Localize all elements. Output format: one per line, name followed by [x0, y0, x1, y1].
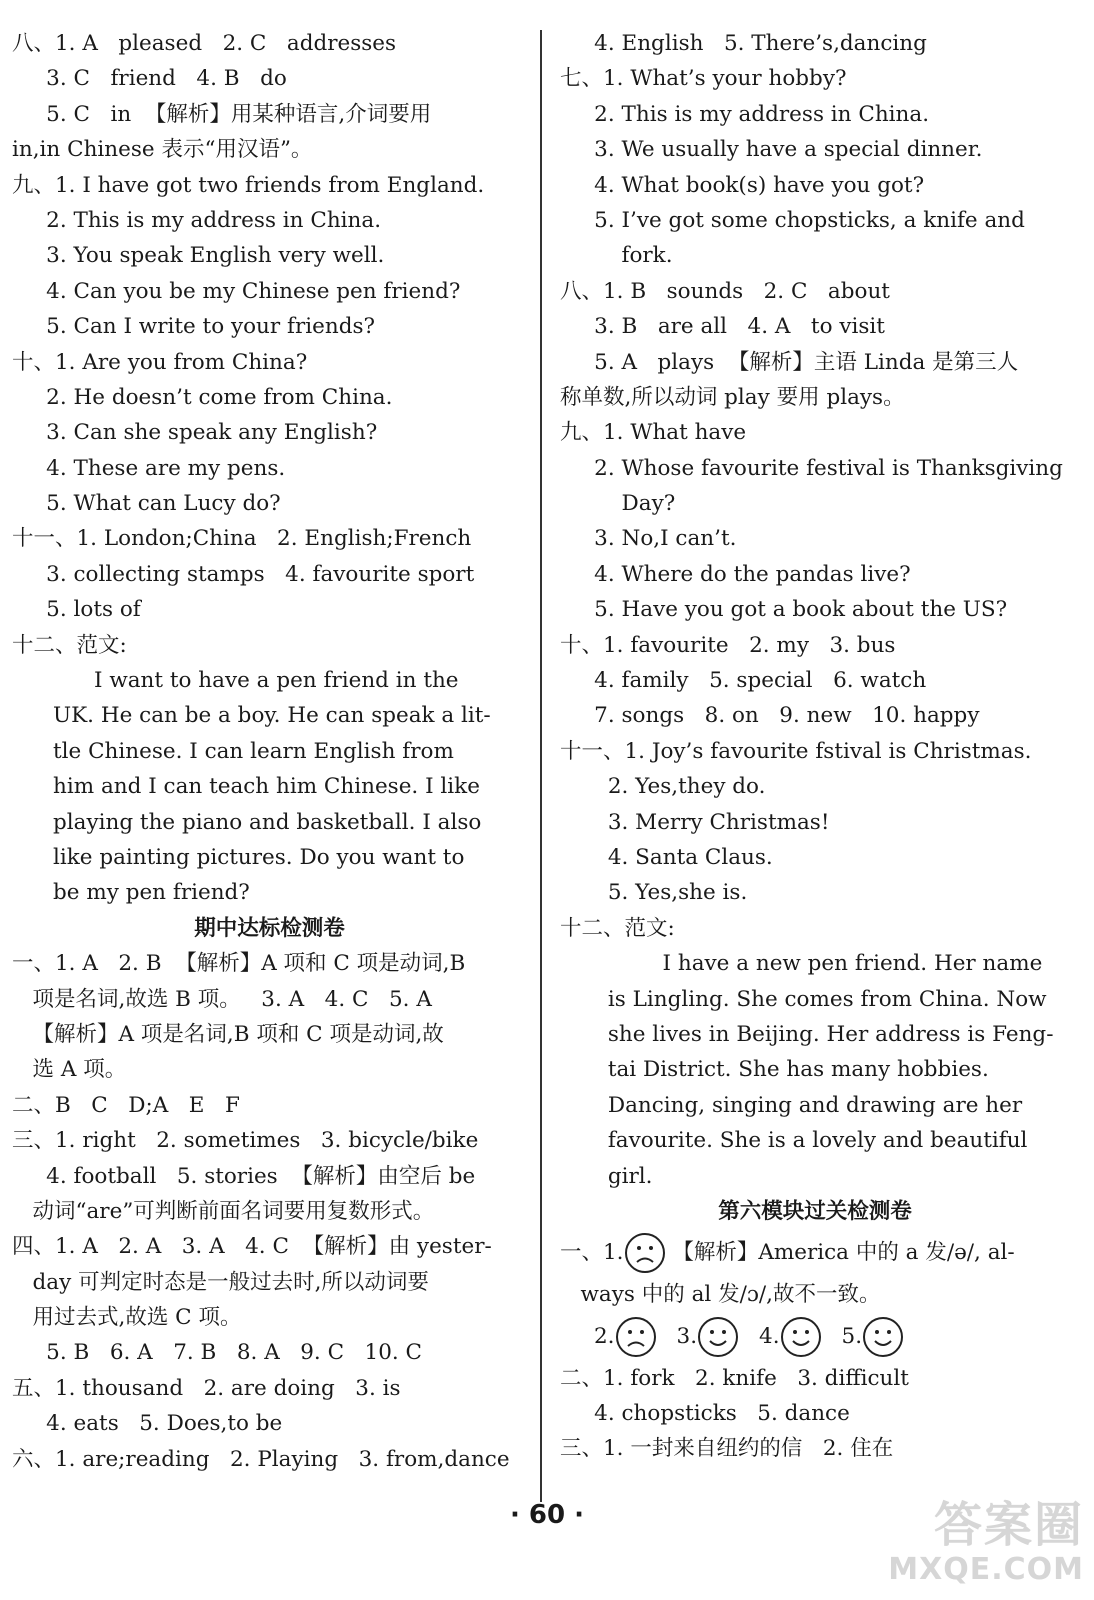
answer-line: 4. eats 5. Does,to be [12, 1411, 283, 1437]
answer-line: Dancing, singing and drawing are her [560, 1092, 1023, 1118]
answer-line: 十一、1. London;China 2. English;French [12, 526, 472, 552]
answer-line: tai District. She has many hobbies. [560, 1057, 989, 1083]
answer-line: 4. football 5. stories 【解析】由空后 be [12, 1163, 476, 1189]
answer-line: favourite. She is a lovely and beautiful [560, 1128, 1028, 1154]
answer-line: 5. What can Lucy do? [12, 491, 281, 517]
question-number: 3. [676, 1323, 698, 1349]
answer-line: be my pen friend? [12, 880, 250, 906]
answer-line: 期中达标检测卷 [194, 915, 345, 941]
answer-line: 六、1. are;reading 2. Playing 3. from,dance [12, 1446, 510, 1472]
answer-line: 十二、范文: [560, 915, 675, 941]
answer-line: 十、1. favourite 2. my 3. bus [560, 632, 896, 658]
question-number: 2. [594, 1323, 615, 1349]
answer-line: 4. Where do the pandas live? [560, 561, 911, 587]
sad-face-icon [615, 1316, 657, 1358]
answer-line: 第六模块过关检测卷 [718, 1198, 912, 1224]
answer-line: 2. He doesn’t come from China. [12, 384, 393, 410]
column-divider [540, 30, 542, 1502]
answer-line: 选 A 项。 [12, 1057, 127, 1083]
left-column [12, 26, 527, 1477]
happy-face-icon [780, 1316, 822, 1358]
answer-line: 2. This is my address in China. [560, 101, 930, 127]
answer-line: 九、1. I have got two friends from England. [12, 172, 485, 198]
answer-line: him and I can teach him Chinese. I like [12, 774, 480, 800]
happy-face-icon [697, 1316, 739, 1358]
answer-line: day 可判定时态是一般过去时,所以动词要 [12, 1269, 429, 1295]
answer-line: 2. Yes,they do. [560, 774, 766, 800]
answer-line: girl. [560, 1163, 653, 1189]
explanation-text: 【解析】America 中的 a 发/ə/, al- [665, 1240, 1015, 1266]
answer-line: 三、1. right 2. sometimes 3. bicycle/bike [12, 1128, 479, 1154]
answer-line: 5. Can I write to your friends? [12, 314, 376, 340]
answer-line: 三、1. 一封来自纽约的信 2. 住在 [560, 1436, 894, 1462]
answer-line: 4. English 5. There’s,dancing [560, 31, 927, 56]
sad-face-icon [624, 1232, 666, 1274]
answer-line: 2. This is my address in China. [12, 207, 382, 233]
page-number: · 60 · [509, 1500, 585, 1530]
answer-line: playing the piano and basketball. I also [12, 809, 482, 835]
answer-line: I want to have a pen friend in the [12, 668, 459, 694]
answer-line: 称单数,所以动词 play 要用 plays。 [560, 384, 905, 410]
answer-line: 九、1. What have [560, 420, 747, 446]
answer-line: 八、1. B sounds 2. C about [560, 278, 890, 304]
answer-line: 十一、1. Joy’s favourite fstival is Christmas. [560, 738, 1032, 764]
answer-line: 十二、范文: [12, 632, 127, 658]
answer-line: 4. Santa Claus. [560, 844, 773, 870]
answer-line: she lives in Beijing. Her address is Feng- [560, 1021, 1054, 1047]
answer-line: 5. I’ve got some chopsticks, a knife and [560, 207, 1025, 233]
answer-line: 5. C in 【解析】用某种语言,介词要用 [12, 101, 432, 127]
answer-line: 2. Whose favourite festival is Thanksgiving [560, 455, 1063, 481]
explanation-text: ways 中的 al 发/ɔ/,故不一致。 [560, 1282, 881, 1308]
question-number: 4. [759, 1323, 780, 1349]
answer-line: 3. B are all 4. A to visit [560, 314, 885, 340]
answer-line: 5. Yes,she is. [560, 880, 748, 906]
answer-line: in,in Chinese 表示“用汉语”。 [12, 137, 313, 163]
answer-line: 5. A plays 【解析】主语 Linda 是第三人 [560, 349, 1019, 375]
face-answer-row [560, 1313, 1070, 1361]
answer-line: 4. chopsticks 5. dance [560, 1401, 850, 1427]
answer-line: 5. lots of [12, 597, 141, 623]
answer-line: 3. No,I can’t. [560, 526, 737, 552]
answer-line: UK. He can be a boy. He can speak a lit- [12, 703, 491, 729]
answer-line: 【解析】A 项是名词,B 项和 C 项是动词,故 [12, 1021, 444, 1047]
answer-line: 4. family 5. special 6. watch [560, 668, 927, 694]
answer-line: 3. C friend 4. B do [12, 66, 287, 92]
answer-line: 5. B 6. A 7. B 8. A 9. C 10. C [12, 1340, 423, 1366]
answer-line: 4. These are my pens. [12, 455, 286, 481]
answer-line: 八、1. A pleased 2. C addresses [12, 31, 397, 56]
question-number: 5. [841, 1323, 863, 1349]
answer-line: 4. What book(s) have you got? [560, 172, 925, 198]
answer-line: 十、1. Are you from China? [12, 349, 308, 375]
answer-line: 用过去式,故选 C 项。 [12, 1305, 242, 1331]
answer-line: tle Chinese. I can learn English from [12, 738, 454, 764]
happy-face-icon [862, 1316, 904, 1358]
answer-line: 动词“are”可判断前面名词要用复数形式。 [12, 1198, 435, 1224]
answer-line: 4. Can you be my Chinese pen friend? [12, 278, 461, 304]
answer-line: 项是名词,故选 B 项。 3. A 4. C 5. A [12, 986, 432, 1012]
answer-line: 二、1. fork 2. knife 3. difficult [560, 1365, 909, 1391]
answer-line: like painting pictures. Do you want to [12, 844, 465, 870]
watermark-top: 答案圈 [933, 1497, 1084, 1553]
answer-line: 二、B C D;A E F [12, 1092, 240, 1118]
question-number: 一、1. [560, 1240, 624, 1266]
watermark-logo [884, 1498, 1084, 1598]
answer-line: 3. collecting stamps 4. favourite sport [12, 561, 475, 587]
answer-line: Day? [560, 491, 676, 517]
answer-line: 5. Have you got a book about the US? [560, 597, 1008, 623]
answer-line: is Lingling. She comes from China. Now [560, 986, 1047, 1012]
answer-line: 一、1. A 2. B 【解析】A 项和 C 项是动词,B [12, 951, 466, 977]
answer-line: 3. Can she speak any English? [12, 420, 378, 446]
answer-line: 7. songs 8. on 9. new 10. happy [560, 703, 980, 729]
answer-line: fork. [560, 243, 673, 269]
answer-line: 3. You speak English very well. [12, 243, 385, 269]
answer-line: 五、1. thousand 2. are doing 3. is [12, 1375, 401, 1401]
answer-line: 3. Merry Christmas! [560, 809, 830, 835]
answer-line: 四、1. A 2. A 3. A 4. C 【解析】由 yester- [12, 1234, 492, 1260]
right-column [560, 26, 1070, 1467]
answer-line: 3. We usually have a special dinner. [560, 137, 983, 163]
face-answer-row [560, 1229, 1070, 1277]
answer-line: 七、1. What’s your hobby? [560, 66, 847, 92]
watermark-bottom: MXQE.COM [888, 1552, 1084, 1587]
answer-line: I have a new pen friend. Her name [560, 951, 1043, 977]
